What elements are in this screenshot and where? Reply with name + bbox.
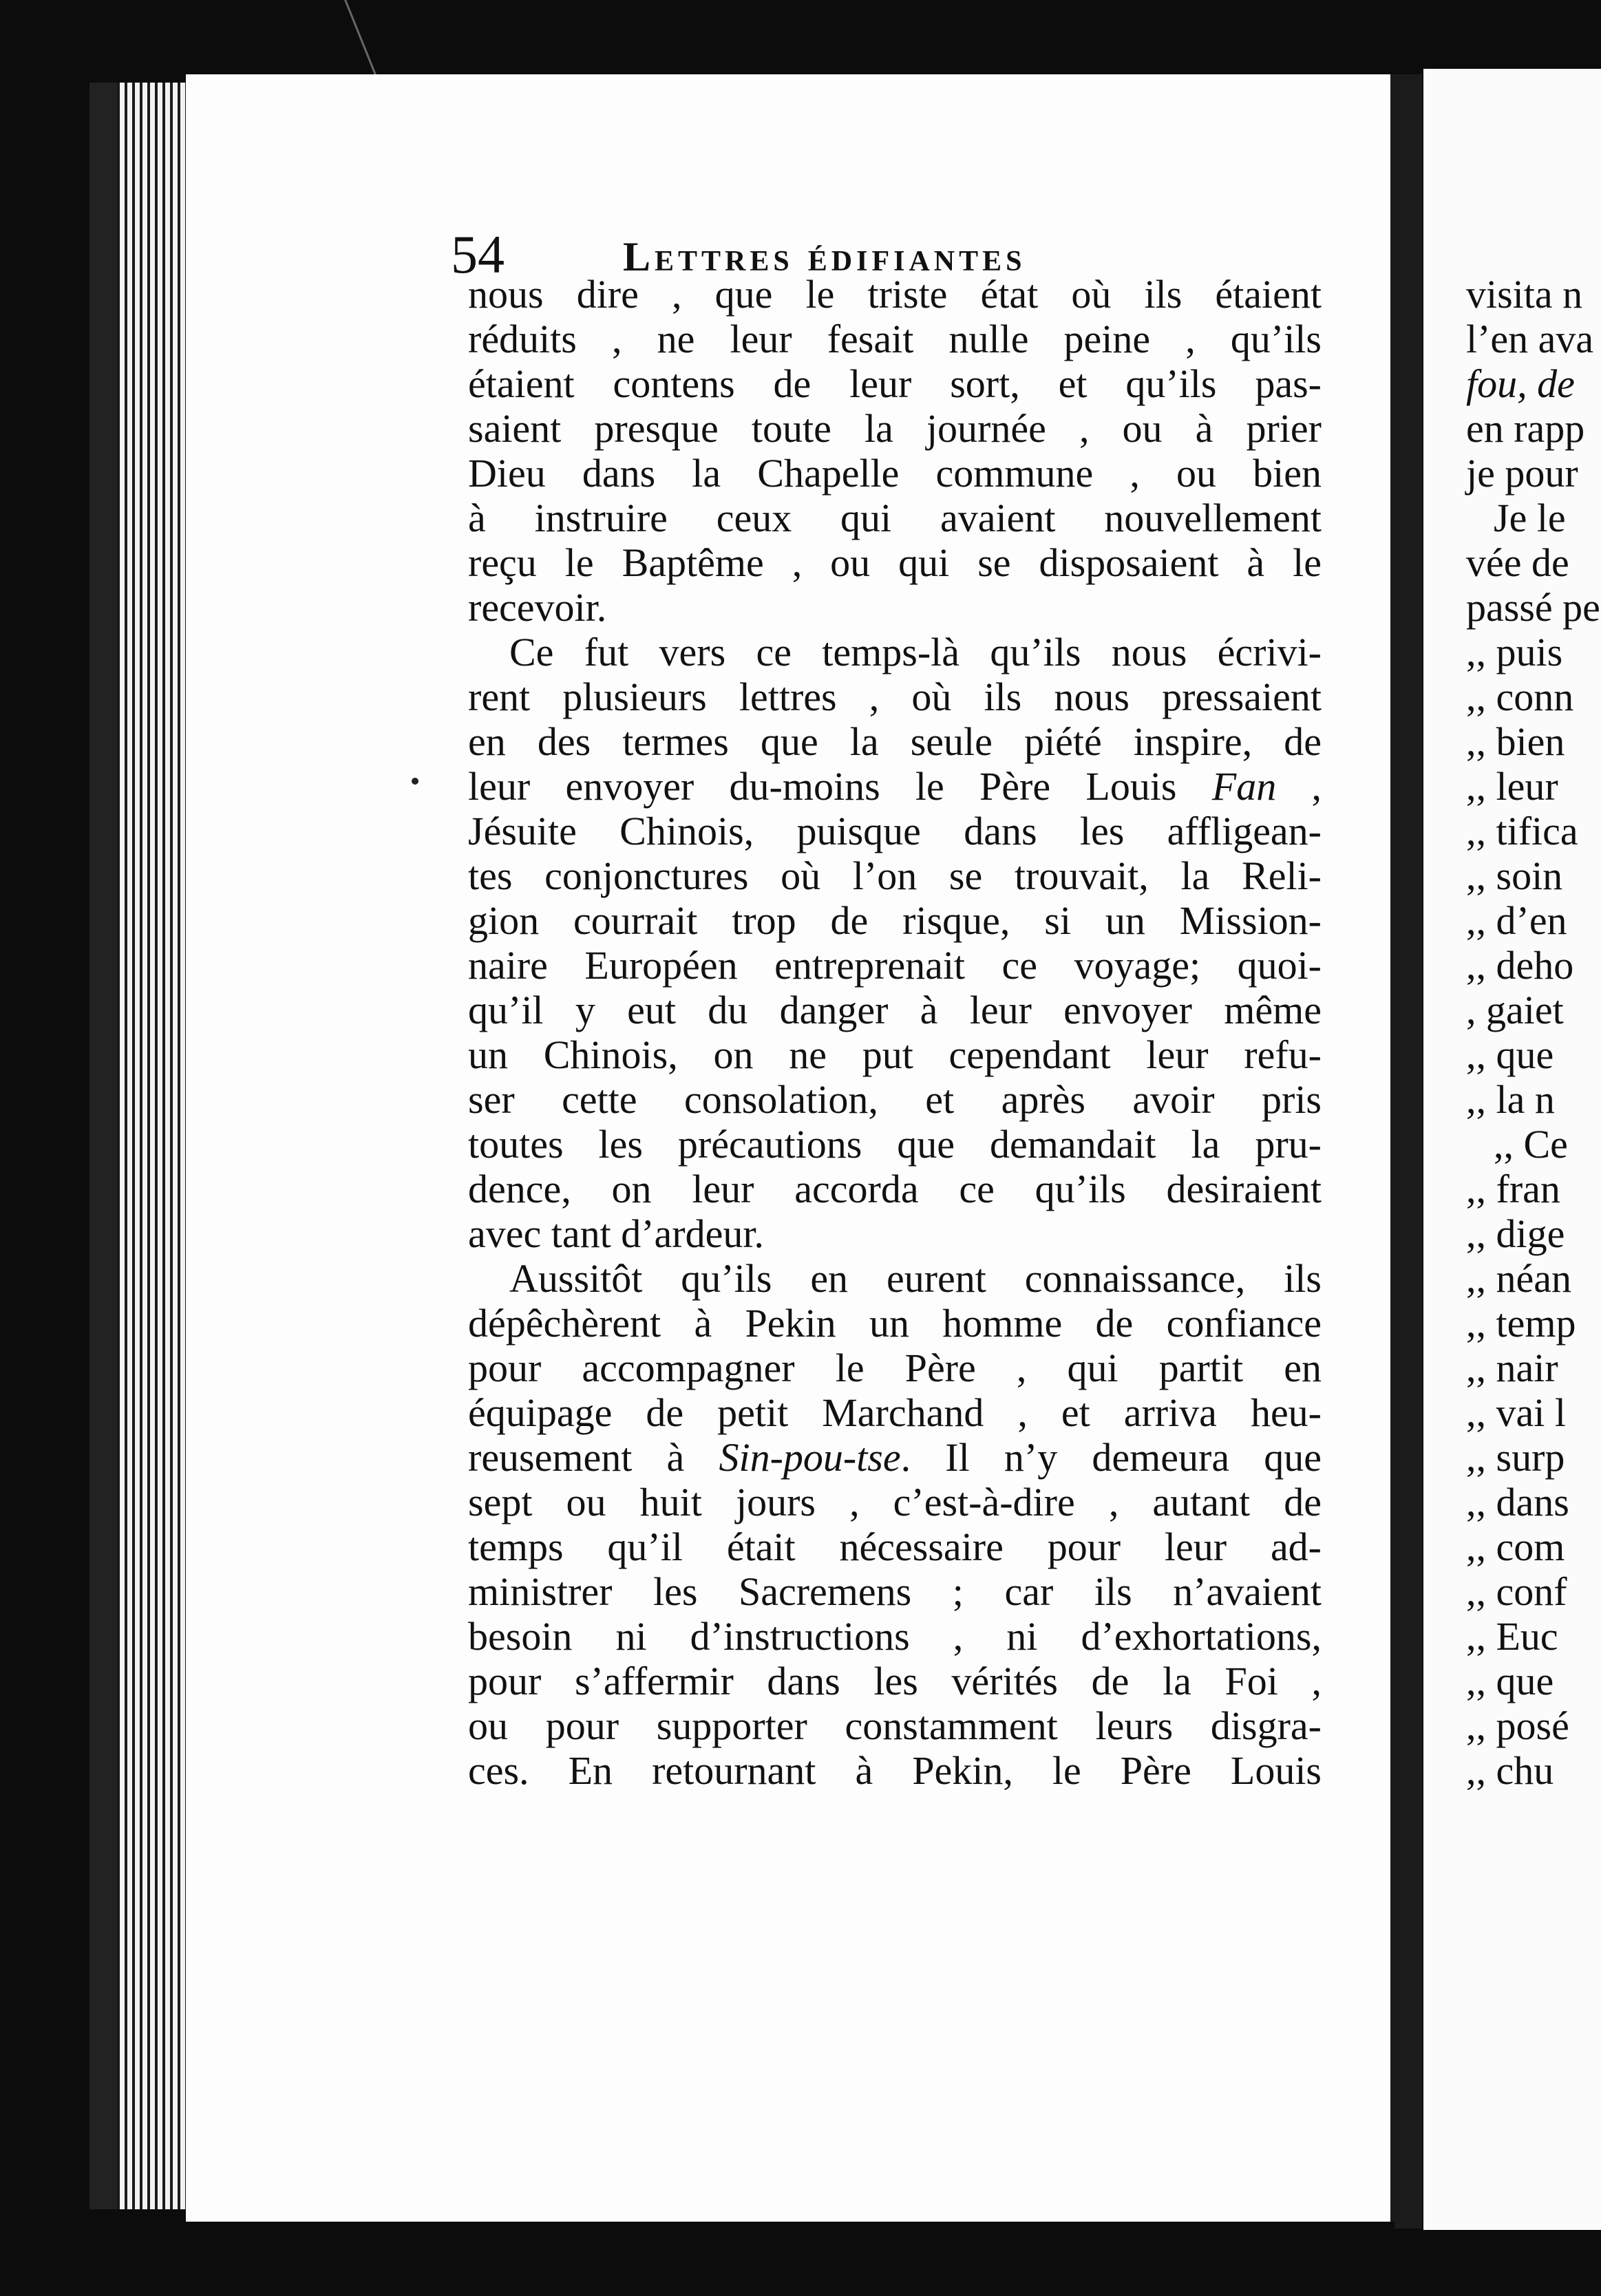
text-line: ministrer les Sacremens ; car ils n’avaient bbox=[468, 1569, 1322, 1614]
facing-line: ,, néan bbox=[1466, 1256, 1571, 1301]
facing-line: ,, d’en bbox=[1466, 898, 1567, 943]
facing-line: ,, tifica bbox=[1466, 809, 1578, 853]
text-line: pour accompagner le Père , qui partit en bbox=[468, 1346, 1322, 1390]
paragraph-start-line: Aussitôt qu’ils en eurent connaissance, ils bbox=[509, 1256, 1322, 1301]
facing-line: fou, de bbox=[1466, 361, 1575, 406]
text-line: qu’il y eut du danger à leur envoyer même bbox=[468, 988, 1322, 1032]
text-line: besoin ni d’instructions , ni d’exhortations, bbox=[468, 1614, 1322, 1659]
italic-name: Sin-pou-tse bbox=[719, 1435, 901, 1480]
facing-line: en rapp bbox=[1466, 406, 1585, 451]
margin-mark bbox=[412, 778, 418, 785]
facing-line: ,, que bbox=[1466, 1032, 1554, 1077]
text-line: saient presque toute la journée , ou à prier bbox=[468, 406, 1322, 451]
facing-line: ,, Euc bbox=[1466, 1614, 1558, 1659]
text-line: reusement à Sin-pou-tse. Il n’y demeura que bbox=[468, 1435, 1322, 1480]
running-head: Lettres édifiantes bbox=[623, 234, 1026, 279]
text-line: naire Européen entreprenait ce voyage; quoi- bbox=[468, 943, 1322, 988]
text-line: recevoir. bbox=[468, 585, 607, 630]
main-text-column bbox=[468, 272, 1322, 1793]
facing-line: ,, posé bbox=[1466, 1703, 1569, 1748]
text-line: ser cette consolation, et après avoir pris bbox=[468, 1077, 1322, 1122]
text-line: Jésuite Chinois, puisque dans les affligean- bbox=[468, 809, 1322, 853]
facing-line: ,, com bbox=[1466, 1524, 1565, 1569]
facing-line: ,, chu bbox=[1466, 1748, 1554, 1793]
text-line: équipage de petit Marchand , et arriva heu- bbox=[468, 1390, 1322, 1435]
text-line: nous dire , que le triste état où ils étaient bbox=[468, 272, 1322, 317]
text-line: en des termes que la seule piété inspire, de bbox=[468, 719, 1322, 764]
facing-line: ,, dans bbox=[1466, 1480, 1569, 1524]
facing-line: ,, conf bbox=[1466, 1569, 1567, 1614]
facing-line: visita n bbox=[1466, 272, 1583, 317]
paragraph-start-line: Ce fut vers ce temps-là qu’ils nous écrivi- bbox=[509, 630, 1322, 674]
text-line: réduits , ne leur fesait nulle peine , qu’ils bbox=[468, 317, 1322, 361]
facing-line: l’en ava bbox=[1466, 317, 1594, 361]
facing-line: je pour bbox=[1466, 451, 1578, 496]
text-line: temps qu’il était nécessaire pour leur ad- bbox=[468, 1524, 1322, 1569]
text-line: pour s’affermir dans les vérités de la Foi , bbox=[468, 1659, 1322, 1703]
text-line: gion courrait trop de risque, si un Mission- bbox=[468, 898, 1322, 943]
facing-line: ,, dige bbox=[1466, 1211, 1565, 1256]
facing-line: , gaiet bbox=[1466, 988, 1564, 1032]
facing-line: ,, conn bbox=[1466, 674, 1574, 719]
facing-line: ,, nair bbox=[1466, 1346, 1558, 1390]
book-spine-shadow bbox=[89, 83, 117, 2209]
facing-line: ,, Ce bbox=[1494, 1122, 1568, 1167]
facing-page-text bbox=[1466, 272, 1601, 1793]
facing-line: ,, que bbox=[1466, 1659, 1554, 1703]
facing-line: ,, deho bbox=[1466, 943, 1574, 988]
facing-line: vée de bbox=[1466, 540, 1569, 585]
facing-line: ,, temp bbox=[1466, 1301, 1576, 1346]
text-line: leur envoyer du-moins le Père Louis Fan , bbox=[468, 764, 1322, 809]
text-line: reçu le Baptême , ou qui se disposaient à le bbox=[468, 540, 1322, 585]
text-line: à instruire ceux qui avaient nouvellement bbox=[468, 496, 1322, 540]
facing-line: ,, surp bbox=[1466, 1435, 1565, 1480]
text-line: dence, on leur accorda ce qu’ils desiraient bbox=[468, 1167, 1322, 1211]
text-line: avec tant d’ardeur. bbox=[468, 1211, 764, 1256]
facing-line: ,, soin bbox=[1466, 853, 1563, 898]
facing-line: Je le bbox=[1494, 496, 1566, 540]
italic-name: Fan bbox=[1211, 764, 1277, 809]
text-line: un Chinois, on ne put cependant leur refu- bbox=[468, 1032, 1322, 1077]
text-line: Dieu dans la Chapelle commune , ou bien bbox=[468, 451, 1322, 496]
text-line: tes conjonctures où l’on se trouvait, la Reli- bbox=[468, 853, 1322, 898]
facing-line: ,, puis bbox=[1466, 630, 1563, 674]
facing-line: ,, vai l bbox=[1466, 1390, 1566, 1435]
text-line: toutes les précautions que demandait la pru- bbox=[468, 1122, 1322, 1167]
facing-line: passé pe bbox=[1466, 585, 1600, 630]
text-line: ou pour supporter constamment leurs disgra- bbox=[468, 1703, 1322, 1748]
page-gutter bbox=[1395, 74, 1422, 2229]
text-line: ces. En retournant à Pekin, le Père Louis bbox=[468, 1748, 1322, 1793]
facing-line: ,, leur bbox=[1466, 764, 1558, 809]
text-line: dépêchèrent à Pekin un homme de confiance bbox=[468, 1301, 1322, 1346]
text-line: rent plusieurs lettres , où ils nous pressaient bbox=[468, 674, 1322, 719]
page-number: 54 bbox=[451, 224, 505, 284]
text-line: étaient contens de leur sort, et qu’ils pas- bbox=[468, 361, 1322, 406]
facing-line: ,, la n bbox=[1466, 1077, 1555, 1122]
text-line: sept ou huit jours , c’est-à-dire , autant de bbox=[468, 1480, 1322, 1524]
facing-line: ,, bien bbox=[1466, 719, 1565, 764]
facing-line: ,, fran bbox=[1466, 1167, 1560, 1211]
